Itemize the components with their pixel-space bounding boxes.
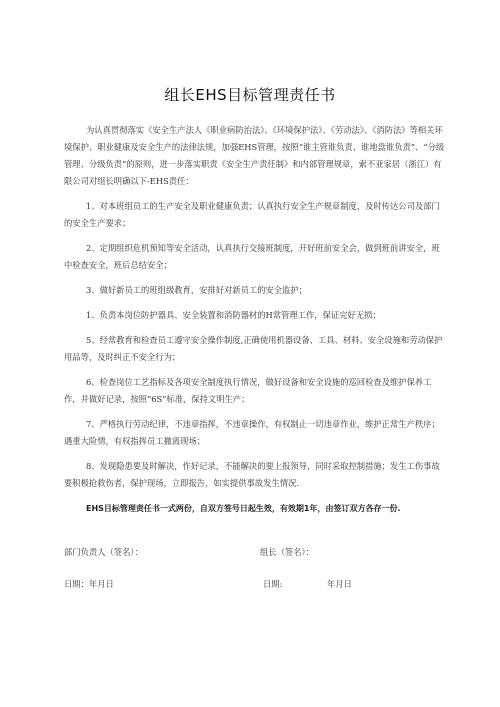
clause-2: 2、定期组织危机预知等安全活动，认真执行交接班制度，开好班前安全会，做到班前讲安全，班中检查安全，班后总结安全； — [64, 243, 440, 270]
clause-6: 6、检查岗位工艺指标及各项安全制度执行情况，做好设备和安全设施的巡回检查及维护保养工作，并做好记录，按照“6S”标准，保持文明生产； — [64, 377, 432, 404]
group-leader-date-value: 年月日 — [327, 579, 352, 589]
group-leader-date-label: 日期: — [263, 579, 283, 589]
group-leader-signature-label: 组长（签名）： — [260, 547, 314, 557]
clause-5: 5、经常教育和检查员工遵守安全操作制度,正确使用机器设备、工具、材料、安全设施和劳动保护用品等，及时纠正不安全行为； — [64, 335, 443, 362]
validity-statement: EHS目标管理责任书一式两份，自双方签号日起生效，有效期1年，由签订双方各存一份. — [86, 504, 401, 513]
clause-4: 1、负责本岗位防护器具、安全装置和消防器材的H常管理工作，保证完好无损； — [86, 310, 381, 320]
clause-3: 3、做好新员工的班组级教育，安排好对新员工的安全监护； — [86, 285, 307, 295]
dept-head-signature-label: 部门负责人（签名）： — [64, 547, 143, 557]
dept-head-date: 日期：年月日 — [64, 579, 114, 589]
intro-paragraph: 为认真贯彻落实《安全生产法人《职业病防治法》、《环境保护法》、《劳动法》、《消防法》等相关环境保护、职业健康及安全生产的法律法规，加强EHS管理，按照“谁主管谁负责、谁地盘谁负责”、“分级管理、分级负责”的原则，进一步落实职责《安全生产责任制》和内部管理规章，索不亚家居（浙江）有限公司对组长明确以下-EHS责任： — [64, 125, 445, 186]
clause-7: 7、严格执行劳动纪律，不违章指挥，不违章操作，有权制止一切违章作业，维护正常生产秩序；遇重大险情，有权指挥员工撤离现场； — [64, 419, 440, 446]
clause-1: 1、对本班组员工的生产安全及职业健康负责；认真执行安全生产规章制度，及时传达公司及部门的安全生产要求； — [64, 201, 440, 228]
clause-8: 8、发现隐患要及时解决，作好记录，不能解决的要上报领导，同时采取控制措施；发生工伤事故要积极抢救伤者，保护现场，立即报告，如实提供事故发生情况. — [64, 461, 440, 488]
document-title: 组长EHS目标管理责任书 — [164, 86, 336, 104]
document-body — [64, 122, 448, 525]
